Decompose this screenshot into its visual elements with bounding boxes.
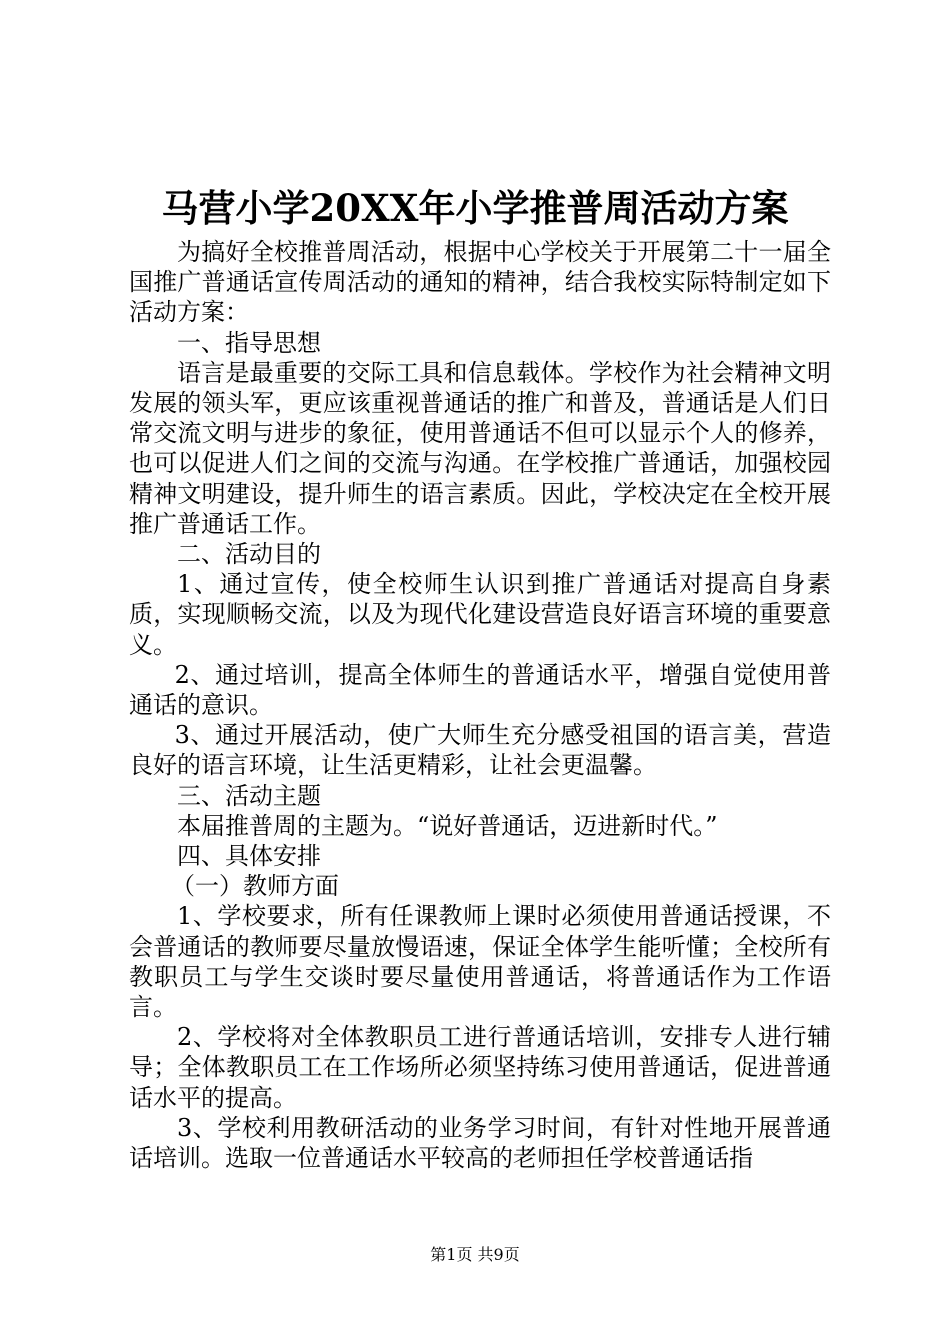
goal-item-3: 3、通过开展活动，使广大师生充分感受祖国的语言美，营造良好的语言环境，让生活更精彩，让社会更温馨。 bbox=[129, 721, 831, 780]
page-number-footer: 第1页 共9页 bbox=[430, 1245, 520, 1264]
guiding-thought-paragraph: 语言是最重要的交际工具和信息载体。学校作为社会精神文明发展的领头军，更应该重视普通话的推广和普及，普通话是人们日常交流文明与进步的象征，使用普通话不但可以显示个人的修养，也可以促进人们之间的交流与沟通。在学校推广普通话，加强校园精神文明建设，提升师生的语言素质。因此，学校决定在全校开展推广普通话工作。 bbox=[129, 358, 831, 538]
teacher-item-2: 2、学校将对全体教职员工进行普通话培训，安排专人进行辅导；全体教职员工在工作场所必须坚持练习使用普通话，促进普通话水平的提高。 bbox=[129, 1023, 831, 1112]
goal-item-1: 1、通过宣传，使全校师生认识到推广普通话对提高自身素质，实现顺畅交流，以及为现代化建设营造良好语言环境的重要意义。 bbox=[129, 570, 831, 659]
subsection-heading-teachers: （一）教师方面 bbox=[171, 872, 339, 901]
goal-item-2: 2、通过培训，提高全体师生的普通话水平，增强自觉使用普通话的意识。 bbox=[129, 660, 831, 720]
intro-paragraph: 为搞好全校推普周活动，根据中心学校关于开展第二十一届全国推广普通话宣传周活动的通知的精神，结合我校实际特制定如下活动方案： bbox=[129, 238, 831, 327]
section-heading-activity-goals: 二、活动目的 bbox=[177, 540, 321, 569]
document-body bbox=[129, 237, 831, 1173]
section-heading-arrangements: 四、具体安排 bbox=[177, 842, 321, 871]
activity-theme-paragraph: 本届推普周的主题为。“说好普通话，迈进新时代。” bbox=[177, 811, 718, 840]
section-heading-guiding-thought: 一、指导思想 bbox=[177, 328, 321, 357]
section-heading-activity-theme: 三、活动主题 bbox=[177, 781, 321, 810]
document-title: 马营小学20XX年小学推普周活动方案 bbox=[161, 186, 789, 230]
teacher-item-3: 3、学校利用教研活动的业务学习时间，有针对性地开展普通话培训。选取一位普通话水平较高的老师担任学校普通话指 bbox=[129, 1113, 831, 1173]
teacher-item-1: 1、学校要求，所有任课教师上课时必须使用普通话授课，不会普通话的教师要尽量放慢语速，保证全体学生能听懂；全校所有教职员工与学生交谈时要尽量使用普通话，将普通话作为工作语言。 bbox=[129, 902, 831, 1022]
